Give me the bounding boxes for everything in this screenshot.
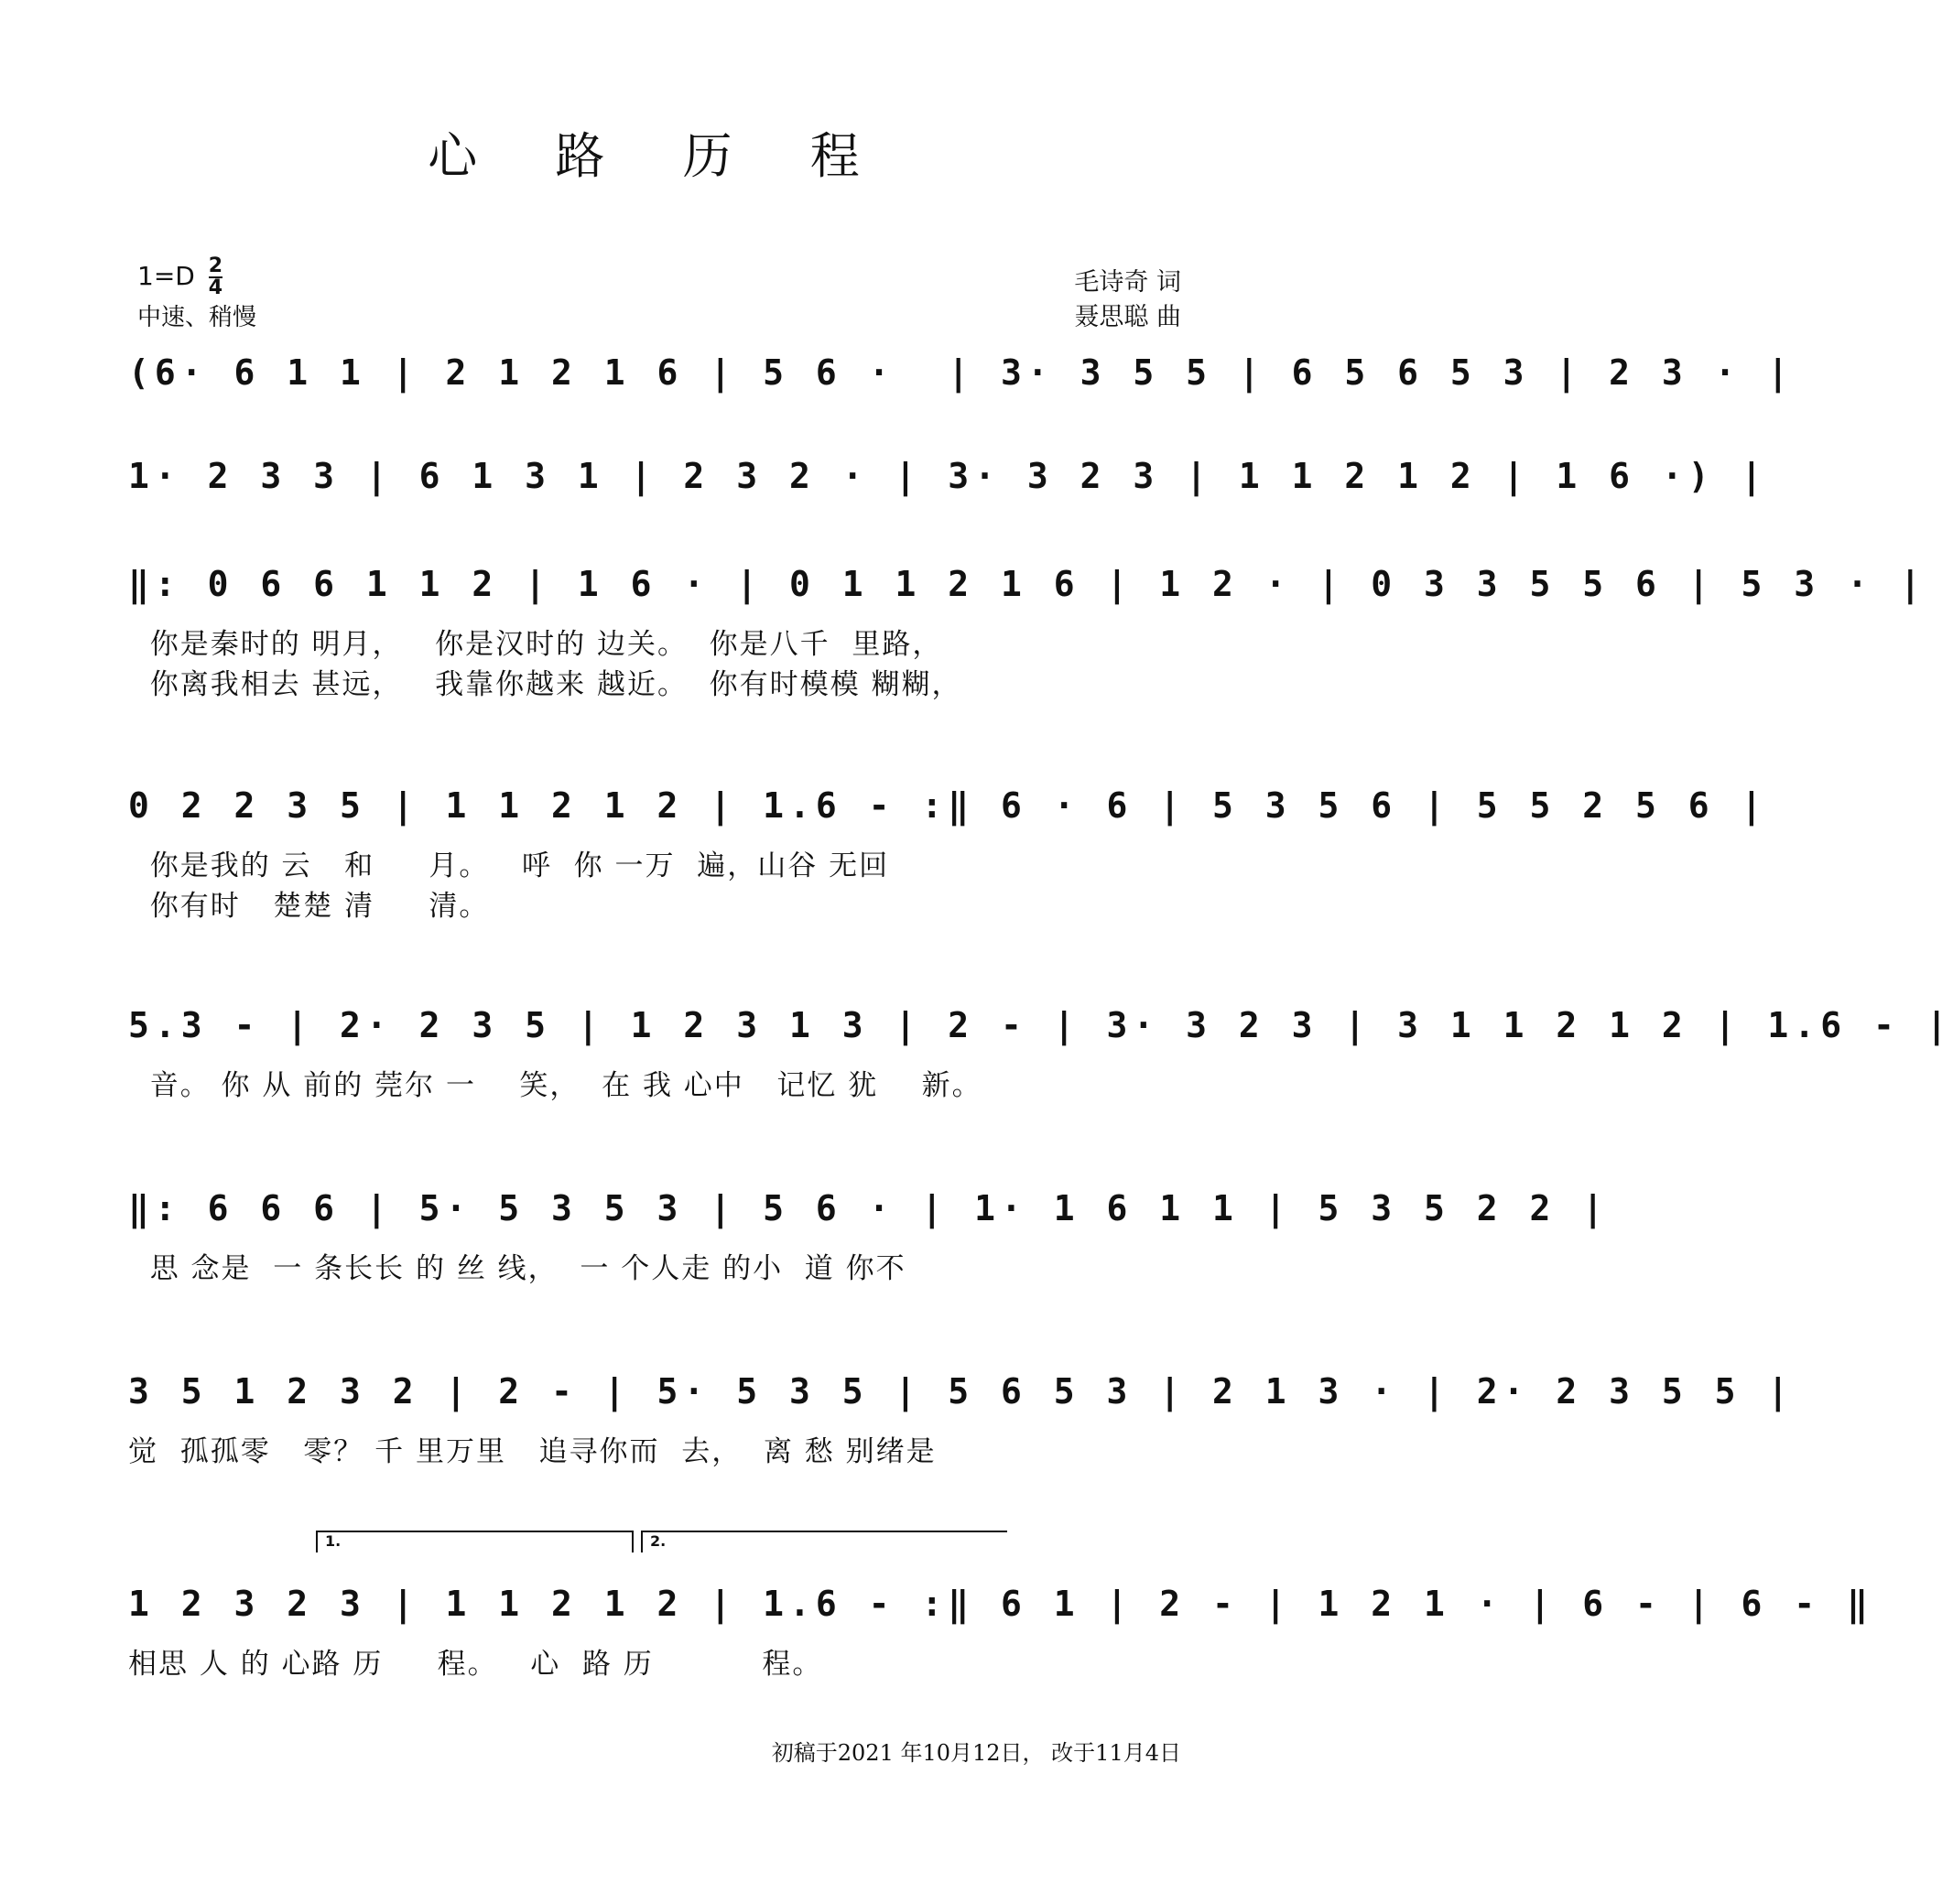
notation-line: ‖: 6 6 6 | 5· 5 3 5 3 | 5 6 · | 1· 1 6 1 1 | 5 3 5 2 2 | <box>128 1188 1610 1228</box>
meter-bottom: 4 <box>208 276 223 299</box>
notation-line: 3 5 1 2 3 2 | 2 - | 5· 5 3 5 | 5 6 5 3 | 2 1 3 · | 2· 2 3 5 5 | <box>128 1371 1795 1412</box>
lyric-verse-2: 你离我相去 甚远， 我靠你越来 越近。 你有时模模 糊糊， <box>128 668 962 701</box>
score-line-4 <box>128 776 1768 926</box>
meter-top: 2 <box>208 254 223 277</box>
footer-date: 初稿于2021 年10月12日， 改于11月4日 <box>771 1740 1181 1766</box>
lyricist: 毛诗奇 词 <box>1074 268 1181 297</box>
tempo-marking: 中速、稍慢 <box>137 304 257 331</box>
notation-line: 1 2 3 2 3 | 1 1 2 1 2 | 1.6 - :‖ 6 1 | 2 - | 1 2 1 · | 6 - | 6 - ‖ <box>128 1584 1873 1624</box>
score-line-7 <box>128 1362 1795 1472</box>
page-title: 心 路 历 程 <box>428 127 891 185</box>
notation-line: 5.3 - | 2· 2 3 5 | 1 2 3 1 3 | 2 - | 3· 3 2 3 | 3 1 1 2 1 2 | 1.6 - | <box>128 1005 1953 1045</box>
notation-line: 0 2 2 3 5 | 1 1 2 1 2 | 1.6 - :‖ 6 · 6 | 5 3 5 6 | 5 5 2 5 6 | <box>128 785 1768 826</box>
volta-bracket-2: 2. <box>641 1531 1007 1552</box>
lyric-verse-1: 你是我的 云 和 月。 呼 你 一万 遍，山谷 无回 <box>128 849 890 882</box>
notation-line: ‖: 0 6 6 1 1 2 | 1 6 · | 0 1 1 2 1 6 | 1 2 · | 0 3 3 5 5 6 | 5 3 · | <box>128 564 1926 604</box>
time-signature <box>209 256 222 298</box>
score-line-8 <box>128 1574 1873 1684</box>
notation-line: (6· 6 1 1 | 2 1 2 1 6 | 5 6 · | 3· 3 5 5 | 6 5 6 5 3 | 2 3 · | <box>128 352 1795 393</box>
score-line-3 <box>128 555 1926 705</box>
key-signature <box>137 256 222 298</box>
lyric-verse-1: 音。 你 从 前的 莞尔 一 笑， 在 我 心中 记忆 犹 新。 <box>128 1069 982 1102</box>
score-line-6 <box>128 1179 1610 1289</box>
lyric-verse-1: 觉 孤孤零 零？ 千 里万里 追寻你而 去， 离 愁 别绪是 <box>128 1435 937 1468</box>
score-line-1 <box>128 343 1795 402</box>
notation-line: 1· 2 3 3 | 6 1 3 1 | 2 3 2 · | 3· 3 2 3 | 1 1 2 1 2 | 1 6 ·) | <box>128 456 1768 496</box>
lyric-verse-1: 你是秦时的 明月， 你是汉时的 边关。 你是八千 里路， <box>128 628 943 661</box>
score-line-5 <box>128 996 1953 1106</box>
lyric-verse-1: 相思 人 的 心路 历 程。 心 路 历 程。 <box>128 1648 823 1681</box>
credits <box>1074 265 1181 335</box>
key-label: 1=D <box>137 261 195 291</box>
composer: 聂思聪 曲 <box>1074 303 1181 331</box>
lyric-verse-2: 你有时 楚楚 清 清。 <box>128 890 490 923</box>
score-line-2 <box>128 447 1768 505</box>
volta-bracket-1: 1. <box>316 1531 634 1552</box>
lyric-verse-1: 思 念是 一 条长长 的 丝 线， 一 个人走 的小 道 你不 <box>128 1252 906 1285</box>
